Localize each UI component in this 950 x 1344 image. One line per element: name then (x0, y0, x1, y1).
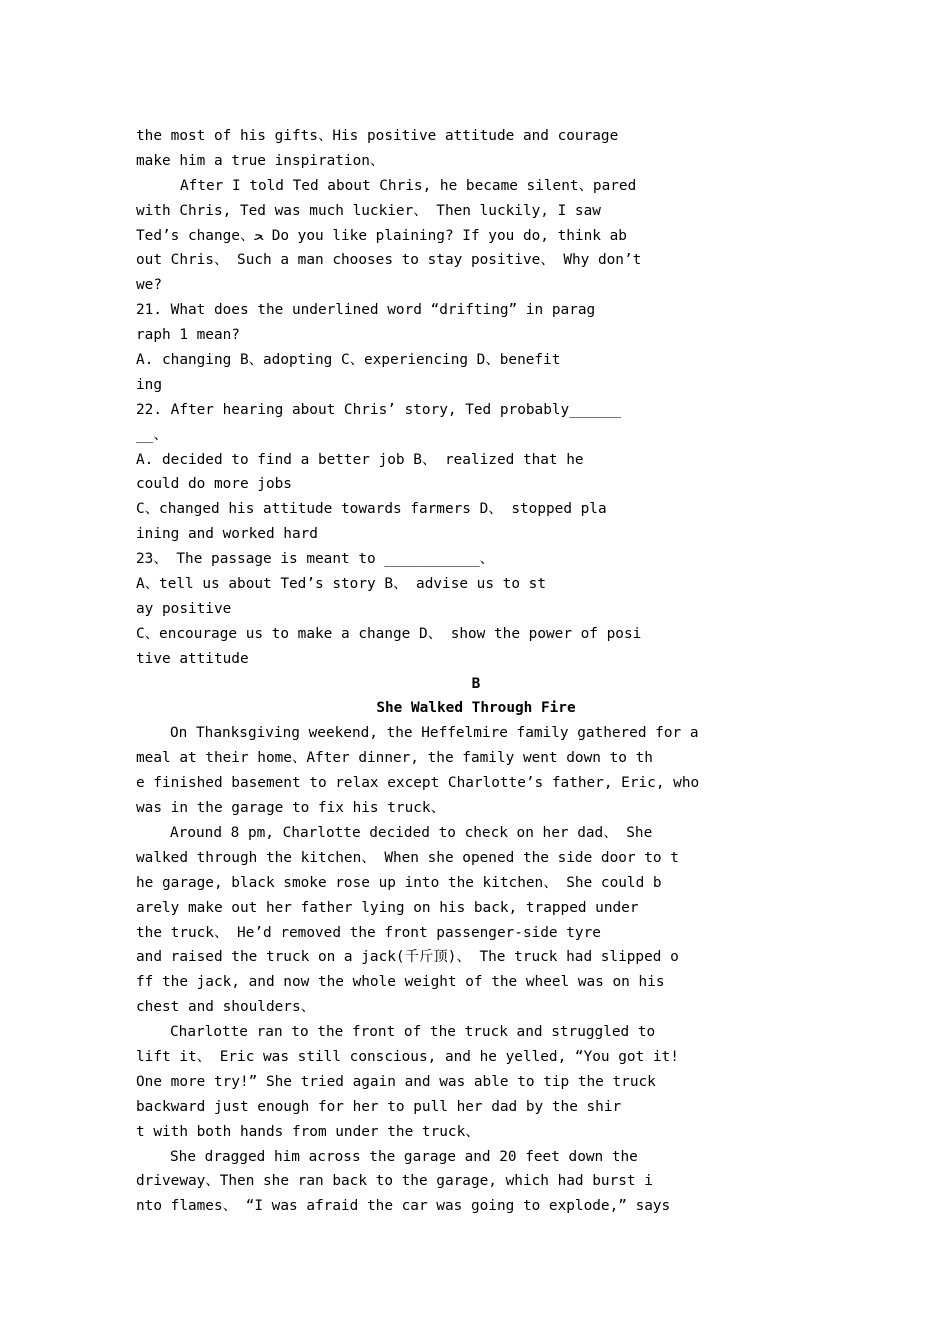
text-line: C、encourage us to make a change D、 show the power of posi (136, 625, 642, 642)
text-line: make him a true inspiration、 (136, 152, 385, 169)
text-line: tive attitude (136, 650, 249, 667)
text-line: ay positive (136, 600, 232, 617)
text-line: ing (136, 376, 162, 393)
text-line: __、 (136, 426, 168, 443)
passage-line: lift it、 Eric was still conscious, and he yelled, “You got it! (136, 1048, 679, 1065)
text-line: A. changing B、adopting C、experiencing D、benefit (136, 352, 561, 369)
question-section (136, 124, 816, 672)
text-line: After I told Ted about Chris, he became silent、pared (180, 177, 637, 194)
passage-line: t with both hands from under the truck、 (136, 1123, 480, 1140)
text-line: 23、 The passage is meant to ___________、 (136, 551, 495, 568)
text-line: could do more jobs (136, 476, 292, 493)
passage-line: the truck、 He’d removed the front passenger-side tyre (136, 924, 601, 941)
passage-line: was in the garage to fix his truck、 (136, 800, 445, 817)
text-line: A、tell us about Ted’s story B、 advise us to st (136, 576, 546, 593)
passage-line: Around 8 pm, Charlotte decided to check on her dad、 She (170, 824, 653, 841)
document-body (136, 124, 816, 1219)
text-line: 22. After hearing about Chris’ story, Ted probably______ (136, 401, 622, 418)
passage-line: She dragged him across the garage and 20 feet down the (170, 1148, 638, 1165)
text-line: 21. What does the underlined word “drifting” in parag (136, 302, 596, 319)
passage-line: arely make out her father lying on his back, trapped under (136, 899, 639, 916)
text-line: raph 1 mean? (136, 327, 240, 344)
passage-line: Charlotte ran to the front of the truck and struggled to (170, 1024, 656, 1041)
passage-title: She Walked Through Fire (376, 700, 576, 717)
text-line: C、changed his attitude towards farmers D、 stopped pla (136, 501, 607, 518)
text-line: ining and worked hard (136, 526, 318, 543)
passage-line: driveway、Then she ran back to the garage, which had burst i (136, 1173, 653, 1190)
text-line: A. decided to find a better job B、 realized that he (136, 451, 584, 468)
passage-line: ff the jack, and now the whole weight of the wheel was on his (136, 974, 665, 991)
passage-line: One more try!” She tried again and was able to tip the truck (136, 1073, 656, 1090)
passage-line: he garage, black smoke rose up into the kitchen、 She could b (136, 874, 662, 891)
passage-line: e finished basement to relax except Charlotte’s father, Eric, who (136, 775, 700, 792)
text-line: the most of his gifts、His positive attitude and courage (136, 128, 619, 144)
text-line: with Chris, Ted was much luckier、 Then luckily, I saw (136, 202, 601, 219)
passage-line: walked through the kitchen、 When she opened the side door to t (136, 849, 679, 866)
passage-line: chest and shoulders、 (136, 999, 316, 1016)
passage-line: backward just enough for her to pull her dad by the shir (136, 1098, 622, 1115)
text-line: we? (136, 277, 162, 294)
passage-line: meal at their home、After dinner, the family went down to th (136, 750, 653, 767)
section-label: B (471, 675, 481, 692)
passage-line: and raised the truck on a jack(千斤顶)、 The truck had slipped o (136, 949, 679, 966)
passage-body (136, 721, 816, 1219)
text-line: out Chris、 Such a man chooses to stay positive、 Why don’t (136, 252, 642, 269)
passage-line: nto flames、 “I was afraid the car was going to explode,” says (136, 1198, 671, 1215)
passage-line: On Thanksgiving weekend, the Heffelmire family gathered for a (170, 725, 699, 742)
text-line: Ted’s change、ﺤ Do you like plaining? If you do, think ab (136, 227, 627, 244)
